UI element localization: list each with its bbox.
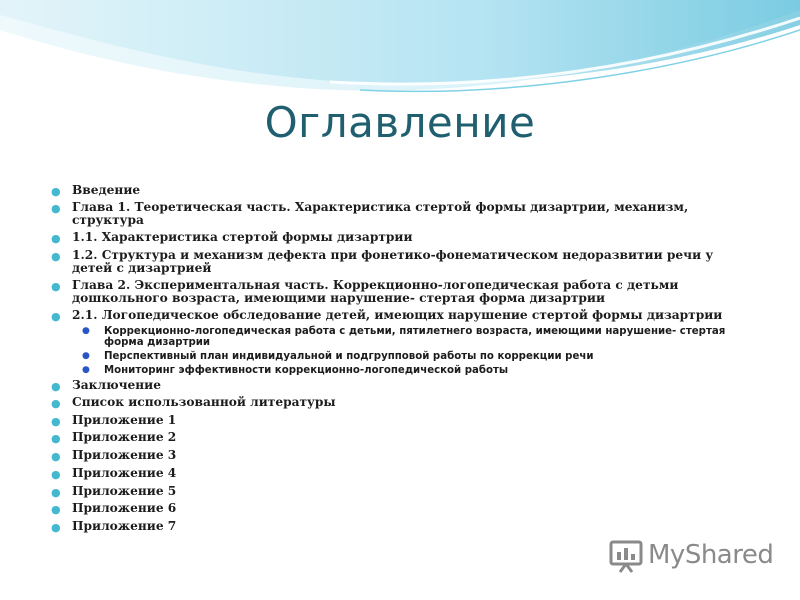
bullet-icon: ● [51, 503, 61, 517]
bullet-icon: ● [51, 521, 61, 535]
toc-item-intro: ● Введение [51, 183, 141, 198]
toc-item-section-1-2: ● 1.2. Структура и механизм дефекта при фонетико-фонематическом недоразвитии речи у детей с дизартрией [51, 247, 714, 275]
toc-item-appendix-4: ● Приложение 4 [51, 465, 177, 481]
sub-bullet-icon: ● [82, 326, 90, 337]
toc-item-chapter-2: ● Глава 2. Экспериментальная часть. Коррекционно-логопедическая работа с детьми дошкольного возраста, имеющими нарушение- стертая форма дизартрии [51, 277, 679, 305]
toc-subitem-correction-work: ● Коррекционно-логопедическая работа с детьми, пятилетнего возраста, имеющими нарушение- стертая форма дизартрии [82, 326, 726, 349]
page-title: Оглавление [264, 98, 536, 147]
toc-item-appendix-7: ● Приложение 7 [51, 519, 177, 535]
toc-item-appendix-1: ● Приложение 1 [51, 412, 177, 428]
bullet-icon: ● [51, 249, 61, 263]
bullet-icon: ● [51, 380, 61, 394]
logo-text: MyShared [648, 540, 774, 570]
toc-item-section-1-1: ● 1.1. Характеристика стертой формы дизартрии [51, 230, 413, 246]
toc-item-appendix-6: ● Приложение 6 [51, 501, 177, 517]
toc-subitem-plan: ● Перспективный план индивидуальной и подгрупповой работы по коррекции речи [82, 351, 594, 363]
bullet-icon: ● [51, 450, 61, 464]
bullet-icon: ● [51, 232, 61, 246]
toc-item-appendix-5: ● Приложение 5 [51, 483, 177, 499]
presentation-board-icon [608, 538, 644, 574]
bullet-icon: ● [51, 467, 61, 481]
bullet-icon: ● [51, 279, 61, 293]
toc-item-appendix-3: ● Приложение 3 [51, 448, 177, 464]
toc-item-conclusion: ● Заключение [51, 378, 161, 394]
sub-bullet-icon: ● [82, 365, 90, 376]
bullet-icon: ● [51, 432, 61, 446]
bullet-icon: ● [51, 414, 61, 428]
bullet-icon: ● [51, 202, 61, 216]
bullet-icon: ● [51, 309, 61, 323]
sub-bullet-icon: ● [82, 351, 90, 362]
table-of-contents [48, 184, 748, 538]
bullet-icon: ● [51, 397, 61, 411]
toc-subitem-monitoring: ● Мониторинг эффективности коррекционно-логопедической работы [82, 365, 509, 377]
toc-item-references: ● Список использованной литературы [51, 395, 336, 411]
toc-item-section-2-1: ● 2.1. Логопедическое обследование детей, имеющих нарушение стертой формы дизартрии [51, 307, 723, 323]
myshared-logo [608, 536, 778, 576]
toc-item-appendix-2: ● Приложение 2 [51, 430, 177, 446]
header-wave-decoration [0, 0, 800, 110]
bullet-icon: ● [51, 185, 61, 198]
toc-item-chapter-1: ● Глава 1. Теоретическая часть. Характеристика стертой формы дизартрии, механизм, структура [51, 200, 689, 228]
bullet-icon: ● [51, 485, 61, 499]
